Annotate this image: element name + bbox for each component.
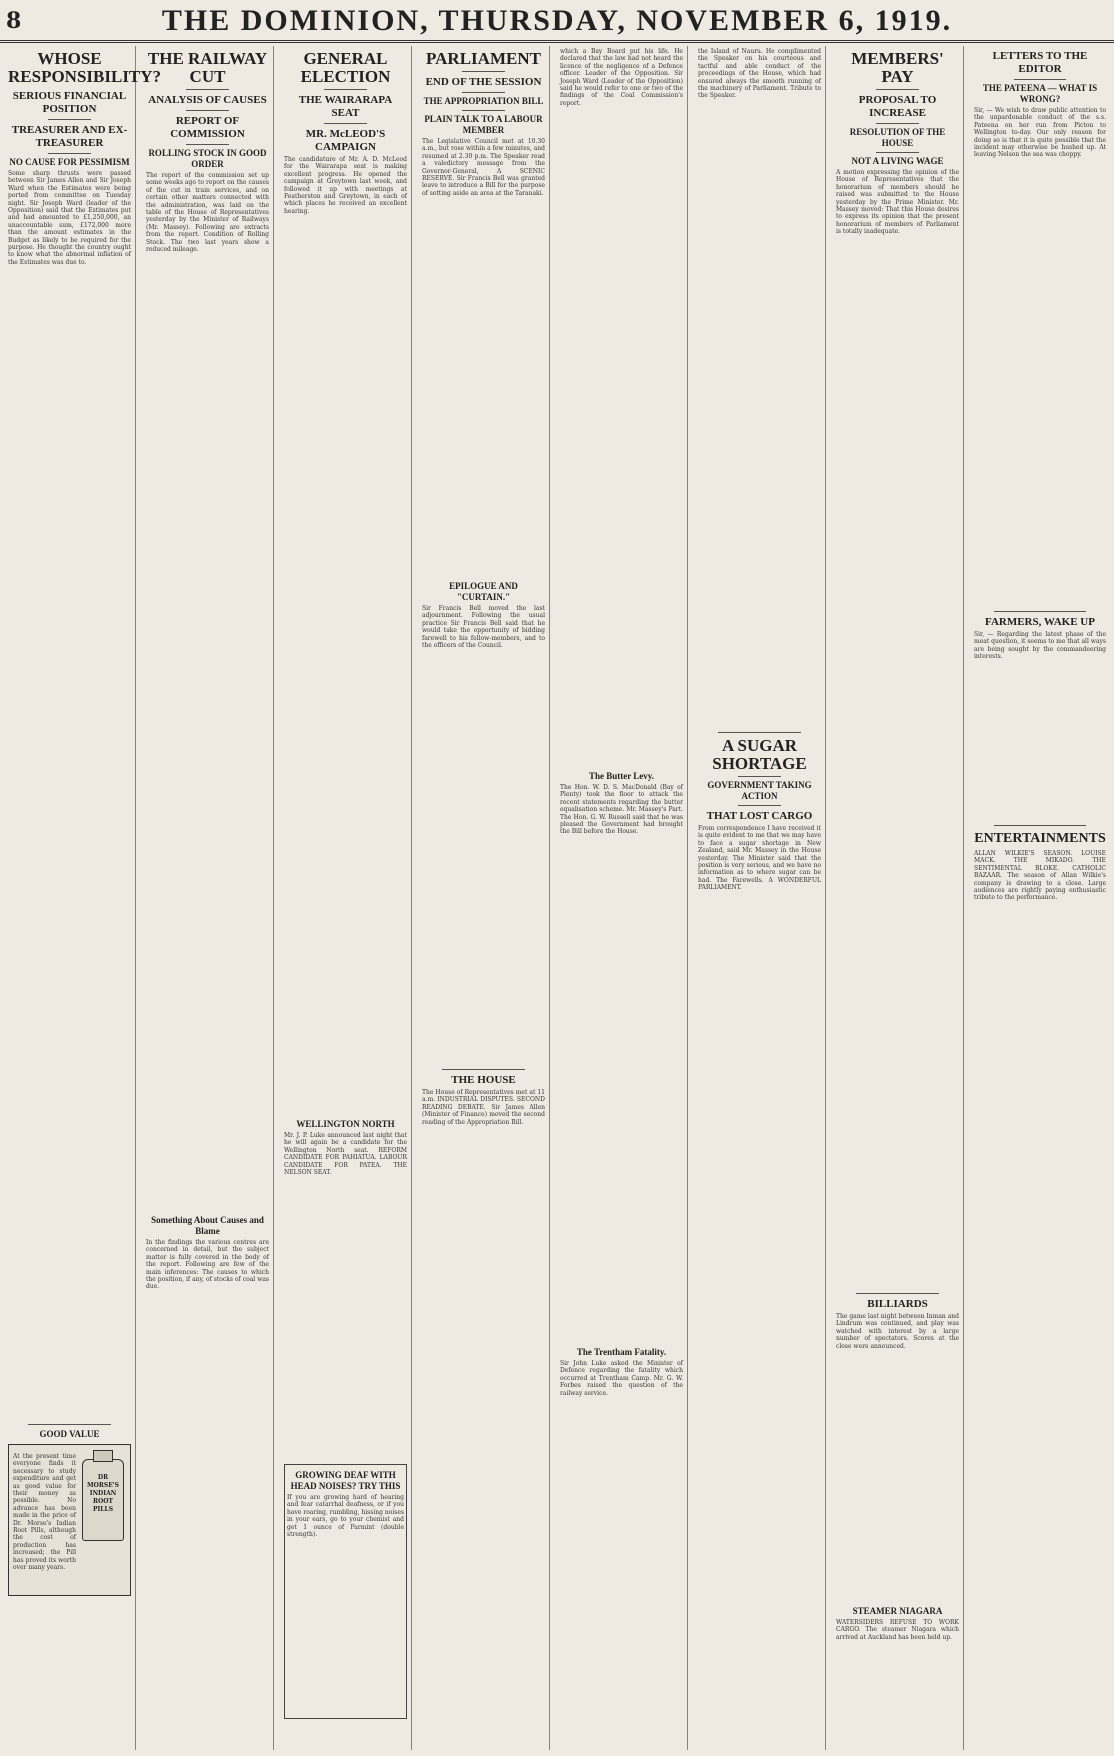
divider (462, 92, 505, 93)
subhead: NO CAUSE FOR PESSIMISM (9, 157, 130, 167)
subhead: THE PATEENA — WHAT IS WRONG? (982, 83, 1098, 104)
subhead: NOT A LIVING WAGE (851, 156, 944, 166)
subhead: Something About Causes and Blame (151, 1215, 264, 1236)
subhead: MR. McLEOD'S CAMPAIGN (305, 128, 386, 153)
headline: A SUGAR SHORTAGE (712, 736, 807, 773)
article-body: ALLAN WILKIE'S SEASON. LOUISE MACK. THE MIKADO. THE SENTIMENTAL BLOKE. CATHOLIC BAZAAR. The season of Allan Wilkie's company is drawing to a close. Large audiences are rightly paying enthusiastic tribute to the performance. (974, 850, 1106, 902)
article-body: The Legislative Council met at 10.30 a.m., but rose within a few minutes, and resumed at 2.30 p.m. The Speaker read a valedictory message from the Governor-General, A SCENIC RESERVE. Sir Francis Bell was granted leave to introduce a Bill for the purpose of setting aside an area at the Taranaki. (422, 138, 545, 197)
divider (442, 1069, 525, 1070)
headline: WHOSE RESPONSIBILITY? (8, 49, 162, 86)
column-parliament-continued (556, 46, 688, 1750)
subhead: THE APPROPRIATION BILL (423, 96, 544, 106)
article-body: The game last night between Inman and Lindrum was continued, and play was watched with interest by a large number of spectators. Scores at the close were announced. (836, 1313, 959, 1350)
article-body: the Island of Nauru. He complimented the Speaker on his courteous and tactful and able conduct of the proceedings of the House, which had ensured always the smooth running of the machinery of Parliament. Tribute to the Speaker. (698, 48, 821, 100)
subhead: The Trentham Fatality. (576, 1347, 667, 1357)
headline: THE RAILWAY CUT (147, 49, 268, 86)
subhead: WELLINGTON NORTH (296, 1119, 395, 1129)
subhead: RESOLUTION OF THE HOUSE (849, 127, 946, 148)
deafness-advertisement (284, 1464, 407, 1719)
headline: PARLIAMENT (426, 49, 541, 68)
divider (462, 110, 505, 111)
column-whose-responsibility (4, 46, 162, 1750)
headline: LETTERS TO THE EDITOR (992, 50, 1088, 75)
article-body: The report of the commission set up some weeks ago to report on the causes of the cut in train services, and on certain other matters connected with the administration, was laid on the table of the House of Representatives yesterday by the Minister of Railways (Mr. Massey). Following are extracts from the report. Condition of Rolling Stock. The two last years show a reduced mileage. (146, 172, 269, 254)
subhead: END OF THE SESSION (425, 76, 542, 88)
pill-bottle-icon (82, 1459, 124, 1541)
divider (324, 123, 367, 124)
article-body: Sir, — Regarding the latest phase of the meat question, it seems to me that all ways are being sought by the commandeering interests. (974, 631, 1106, 661)
masthead-title: THE DOMINION, THURSDAY, NOVEMBER 6, 1919. (161, 4, 953, 37)
subhead: ANALYSIS OF CAUSES (148, 94, 267, 106)
subhead: SERIOUS FINANCIAL POSITION (12, 90, 127, 115)
divider (28, 1424, 111, 1425)
article-body: WATERSIDERS REFUSE TO WORK CARGO. The steamer Niagara which arrived at Auckland has been held up. (836, 1619, 959, 1641)
subhead: ROLLING STOCK IN GOOD ORDER (148, 148, 267, 169)
article-body: The candidature of Mr. A. D. McLeod for the Wairarapa seat is making excellent progress. He opened the campaign at Greytown last week, and followed it up with meetings at Featherston and Greytown, in each of which places he received an excellent hearing. (284, 156, 407, 215)
article-body: Some sharp thrusts were passed between Sir James Allen and Sir Joseph Ward when the Estimates were being ported from committee on Tuesday night. Sir Joseph Ward (leader of the Opposition) said that the Estimates put and had amounted to £1,250,000, an unaccountable sum, £172,000 more than the amount estimates in the Budget as likely to be required for the purpose. He thought the country ought to know what the abnormal inflation of the Estimates was due to. (8, 170, 131, 266)
article-body: In the findings the various centres are concerned in detail, but the subject matter is fully covered in the body of the report. Following are few of the main inferences: The causes to which the position, if any, of stocks of coal was due. (146, 1239, 269, 1291)
pill-advertisement (8, 1444, 131, 1596)
subhead: REPORT OF COMMISSION (170, 115, 245, 140)
ad-body: If you are growing hard of hearing and fear catarrhal deafness, or if you have roaring, rumbling, hissing noises in your ears, go to your chemist and get 1 ounce of Parmint (double strength). (287, 1494, 404, 1539)
ad-body: At the present time everyone finds it necessary to study expenditure and get as good value for their money as possible. No advance has been made in the price of Dr. Morse's Indian Root Pills, although the cost of production has increased; the Pill has proved its worth over many years. (13, 1453, 76, 1572)
column-general-election (280, 46, 412, 1750)
subhead: FARMERS, WAKE UP (985, 616, 1095, 628)
divider (48, 153, 91, 154)
masthead (0, 0, 1114, 43)
subhead: THE WAIRARAPA SEAT (298, 94, 393, 119)
divider (876, 123, 919, 124)
article-body: Sir John Luke asked the Minister of Defence regarding the fatality which occurred at Trentham Camp. Mr. G. W. Forbes raised the question of the railway service. (560, 1360, 683, 1397)
subhead: THE HOUSE (451, 1074, 516, 1086)
divider (994, 611, 1086, 612)
article-body: The Hon. W. D. S. MacDonald (Bay of Plenty) took the floor to attack the recent statements regarding the butter equalisation scheme. Mr. Massey's Part. The Hon. G. W. Russell said that he was pleased the Government had brought the Bill before the House. (560, 784, 683, 836)
subhead: TREASURER AND EX-TREASURER (11, 124, 128, 149)
section-heading: ENTERTAINMENTS (974, 831, 1106, 846)
column-letters (970, 46, 1110, 1750)
article-body: The House of Representatives met at 11 a.m. INDUSTRIAL DISPUTES. SECOND READING DEBATE. Sir James Allen (Minister of Finance) moved the second reading of the Appropriation Bill. (422, 1089, 545, 1126)
subhead: PLAIN TALK TO A LABOUR MEMBER (424, 114, 543, 135)
headline: MEMBERS' PAY (851, 49, 944, 86)
subhead: BILLIARDS (867, 1298, 928, 1310)
article-body: Mr. J. P. Luke announced last night that he will again be a candidate for the Wellington North seat. REFORM CANDIDATE FOR PAHIATUA. LABOUR CANDIDATE FOR PATEA. THE NELSON SEAT. (284, 1132, 407, 1177)
subhead: EPILOGUE AND "CURTAIN." (449, 581, 518, 602)
divider (186, 89, 229, 90)
page-number: 8 (6, 8, 22, 34)
divider (1014, 79, 1066, 80)
divider (738, 776, 781, 777)
divider (186, 144, 229, 145)
subhead: GOOD VALUE (39, 1429, 100, 1439)
divider (876, 89, 919, 90)
subhead: GOVERNMENT TAKING ACTION (707, 780, 812, 801)
divider (856, 1293, 939, 1294)
column-parliament (418, 46, 550, 1750)
article-body: Sir Francis Bell moved the last adjournment. Following the usual practice Sir Francis Bell said that he would take the opportunity of bidding farewell to his fellow-members, and to the officers of the Council. (422, 605, 545, 650)
subhead: THAT LOST CARGO (706, 810, 813, 822)
divider (462, 71, 505, 72)
divider (324, 89, 367, 90)
column-railway-cut (142, 46, 274, 1750)
subhead: PROPOSAL TO INCREASE (858, 94, 937, 119)
article-body: which a Bay Board put his life. He declared that the law had not heard the licence of the negligence of a Defence officer. Leader of the Opposition. Sir Joseph Ward (Leader of the Opposition) said he would refer to one or two of the findings of the Coal Commission's report. (560, 48, 683, 107)
divider (186, 110, 229, 111)
divider (718, 732, 801, 733)
ad-headline: GROWING DEAF WITH HEAD NOISES? TRY THIS (290, 1470, 401, 1491)
column-sugar-shortage (694, 46, 826, 1750)
divider (994, 825, 1086, 826)
divider (738, 805, 781, 806)
ad-label: DR MORSE'S INDIAN ROOT PILLS (87, 1474, 119, 1513)
article-body: From correspondence I have received it is quite evident to me that we may have to face a sugar shortage in New Zealand, said Mr. Massey in the House yesterday. The Minister said that the position is very serious, and we have no information as to where sugar can be had. The Farewells. A WONDERFUL PARLIAMENT. (698, 825, 821, 892)
subhead: STEAMER NIAGARA (852, 1606, 943, 1616)
headline: GENERAL ELECTION (300, 49, 391, 86)
subhead: The Butter Levy. (588, 771, 655, 781)
divider (48, 119, 91, 120)
divider (876, 152, 919, 153)
columns (4, 46, 1110, 1750)
column-members-pay (832, 46, 964, 1750)
article-body: Sir, — We wish to draw public attention to the unpardonable conduct of the s.s. Pateena on her run from Picton to Wellington to-day. Our only reason for doing so is that it is quite possible that the incident may otherwise be hushed up. At leaving Nelson the sea was choppy. (974, 107, 1106, 159)
article-body: A motion expressing the opinion of the House of Representatives that the honorarium of members should be raised was submitted to the House yesterday by the Prime Minister. Mr. Massey moved: That this House desires to express its opinion that the present honorarium of members of Parliament is totally inadequate. (836, 169, 959, 236)
